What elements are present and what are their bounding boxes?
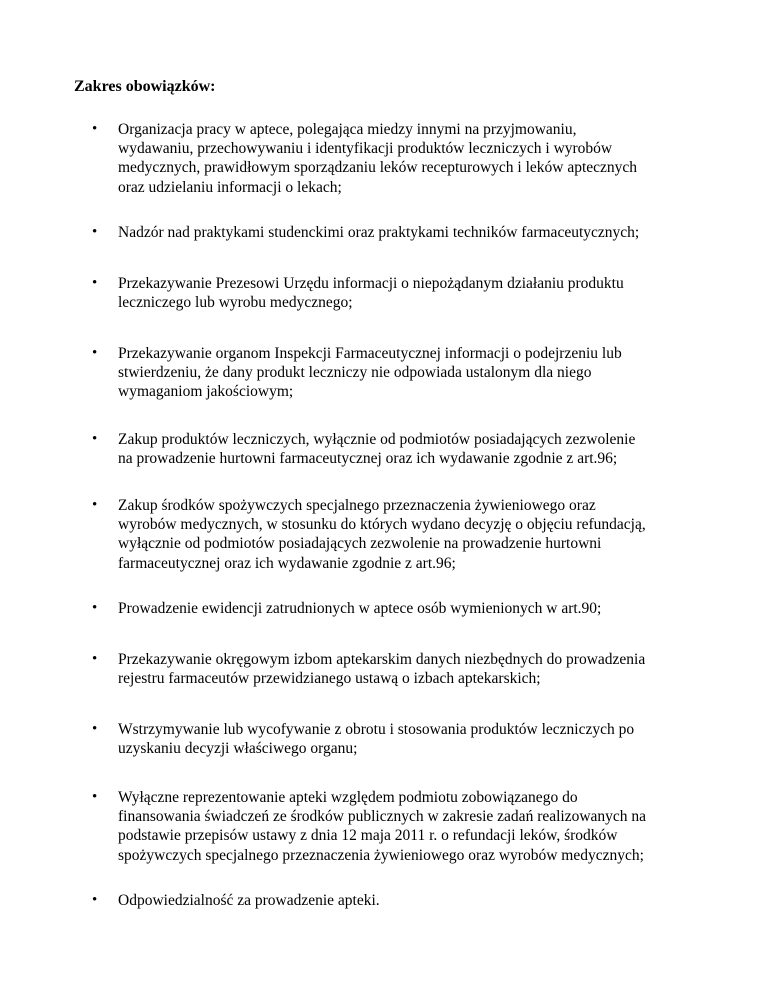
duty-text-line: Wstrzymywanie lub wycofywanie z obrotu i stosowania produktów leczniczych po [118, 721, 635, 738]
duty-text-line: wyłącznie od podmiotów posiadających zezwolenie na prowadzenie hurtowni [118, 535, 602, 553]
bullet-icon: • [92, 497, 98, 513]
duty-text-line: Przekazywanie Prezesowi Urzędu informacji o niepożądanym działaniu produktu [118, 275, 624, 292]
duty-text-line: podstawie przepisów ustawy z dnia 12 maja 2011 r. o refundacji leków, środków [118, 827, 618, 845]
duty-text-line: Organizacja pracy w aptece, polegająca miedzy innymi na przyjmowaniu, [118, 121, 577, 138]
duties-heading: Zakres obowiązków: [74, 78, 216, 95]
duty-text [118, 891, 712, 910]
duty-text [118, 788, 712, 865]
duty-text-line: rejestru farmaceutów przewidzianego ustawą o izbach aptekarskich; [118, 670, 541, 688]
duty-text-line: Wyłączne reprezentowanie apteki względem podmiotu zobowiązanego do [118, 789, 578, 806]
duty-text-line: Odpowiedzialność za prowadzenie apteki. [118, 892, 380, 909]
duty-text-line: wymaganiom jakościowym; [118, 383, 294, 401]
duty-text-line: Prowadzenie ewidencji zatrudnionych w aptece osób wymienionych w art.90; [118, 600, 602, 617]
bullet-icon: • [92, 721, 98, 737]
duty-text-line: na prowadzenie hurtowni farmaceutycznej oraz ich wydawanie zgodnie z art.96; [118, 450, 618, 468]
duty-text-line: farmaceutycznej oraz ich wydawanie zgodnie z art.96; [118, 554, 456, 572]
bullet-icon: • [92, 431, 98, 447]
bullet-icon: • [92, 600, 98, 616]
bullet-icon: • [92, 224, 98, 240]
bullet-icon: • [92, 789, 98, 805]
duty-text [118, 650, 712, 688]
bullet-icon: • [92, 892, 98, 908]
duty-text-line: wydawaniu, przechowywaniu i identyfikacji produktów leczniczych i wyrobów [118, 140, 613, 158]
duty-text [118, 120, 712, 197]
duty-text-line: stwierdzeniu, że dany produkt leczniczy nie odpowiada ustalonym dla niego [118, 364, 592, 382]
bullet-icon: • [92, 121, 98, 137]
duty-text-line: Przekazywanie okręgowym izbom aptekarskim danych niezbędnych do prowadzenia [118, 651, 646, 668]
duty-text-line: finansowania świadczeń ze środków publicznych w zakresie zadań realizowanych na [118, 808, 647, 826]
bullet-icon: • [92, 651, 98, 667]
duty-text-line: leczniczego lub wyrobu medycznego; [118, 294, 353, 312]
bullet-icon: • [92, 275, 98, 291]
duty-text-line: Zakup produktów leczniczych, wyłącznie od podmiotów posiadających zezwolenie [118, 431, 636, 448]
duty-text-line: uzyskaniu decyzji właściwego organu; [118, 740, 358, 758]
duty-text [118, 720, 712, 758]
duty-text [118, 430, 712, 468]
duty-text-line: Przekazywanie organom Inspekcji Farmaceutycznej informacji o podejrzeniu lub [118, 345, 622, 362]
duty-text-line: oraz udzielaniu informacji o lekach; [118, 178, 342, 196]
duty-text-line: medycznych, prawidłowym sporządzaniu leków recepturowych i leków aptecznych [118, 159, 638, 177]
duty-text-line: Zakup środków spożywczych specjalnego przeznaczenia żywieniowego oraz [118, 497, 596, 514]
duty-text-line: spożywczych specjalnego przeznaczenia żywieniowego oraz wyrobów medycznych; [118, 846, 644, 864]
duty-text [118, 344, 712, 402]
duty-text [118, 496, 712, 573]
duty-text-line: wyrobów medycznych, w stosunku do których wydano decyzję o objęciu refundacją, [118, 516, 646, 534]
duty-text [118, 274, 712, 312]
duty-text [118, 599, 712, 618]
duty-text [118, 223, 712, 242]
duty-text-line: Nadzór nad praktykami studenckimi oraz praktykami techników farmaceutycznych; [118, 224, 640, 241]
bullet-icon: • [92, 345, 98, 361]
